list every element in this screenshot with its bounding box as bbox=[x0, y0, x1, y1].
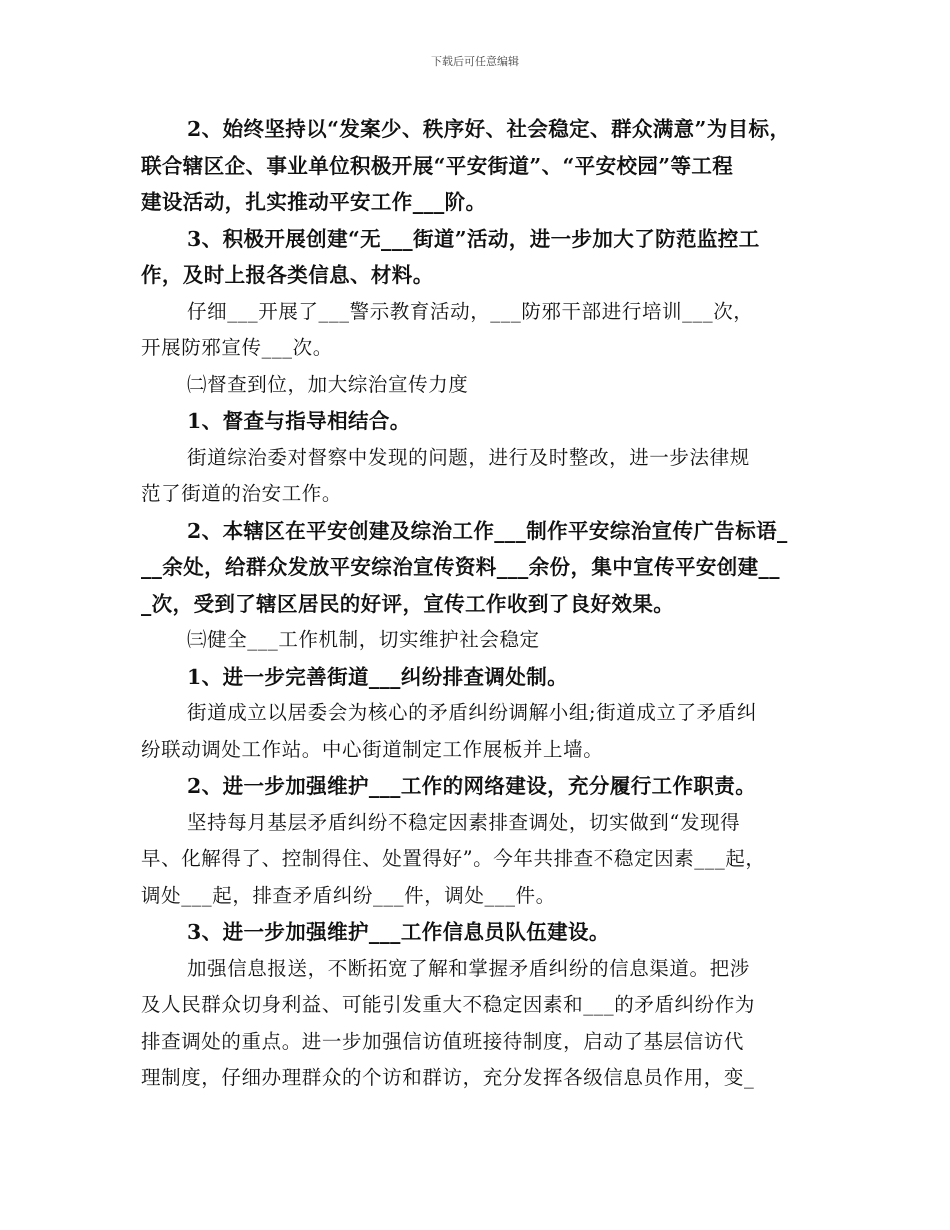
text-line: 3、积极开展创建“无___街道”活动，进一步加大了防范监控工 bbox=[187, 226, 760, 251]
text-line: ㈢健全___工作机制，切实维护社会稳定 bbox=[187, 628, 540, 651]
document-body bbox=[141, 111, 813, 1097]
bold-paragraph bbox=[141, 659, 813, 696]
text-line: __余处，给群众发放平安综治宣传资料___余份，集中宣传平安创建__ bbox=[141, 555, 780, 579]
text-line: 纷联动调处工作站。中心街道制定工作展板并上墙。 bbox=[141, 737, 604, 761]
text-line: 3、进一步加强维护___工作信息员队伍建设。 bbox=[187, 920, 610, 944]
text-line: 范了街道的治安工作。 bbox=[141, 482, 343, 505]
text-line: 1、进一步完善街道___纠纷排查调处制。 bbox=[187, 664, 569, 689]
bold-paragraph bbox=[141, 221, 813, 294]
paragraph bbox=[141, 622, 813, 659]
text-line: 坚持每月基层矛盾纠纷不稳定因素排查调处，切实做到“发现得 bbox=[187, 810, 741, 834]
paragraph bbox=[141, 951, 813, 1097]
text-line: 理制度，仔细办理群众的个访和群访，充分发挥各级信息员作用，变_ bbox=[141, 1066, 755, 1089]
text-line: 2、进一步加强维护___工作的网络建设，充分履行工作职责。 bbox=[187, 774, 757, 798]
paragraph bbox=[141, 695, 813, 768]
bold-paragraph bbox=[141, 403, 813, 440]
text-line: 仔细___开展了___警示教育活动，___防邪干部进行培训___次， bbox=[187, 299, 754, 323]
text-line: 1、督查与指导相结合。 bbox=[187, 409, 411, 433]
text-line: 建设活动，扎实推动平安工作___阶。 bbox=[141, 190, 487, 214]
bold-paragraph bbox=[141, 513, 813, 623]
text-line: 联合辖区企、事业单位积极开展“平安街道”、“平安校园”等工程 bbox=[141, 153, 734, 178]
paragraph bbox=[141, 440, 813, 513]
paragraph bbox=[141, 367, 813, 404]
text-line: 街道综治委对督察中发现的问题，进行及时整改，进一步法律规 bbox=[187, 445, 750, 469]
paragraph bbox=[141, 805, 813, 915]
text-line: 排查调处的重点。进一步加强信访值班接待制度，启动了基层信访代 bbox=[141, 1029, 745, 1053]
text-line: 加强信息报送，不断拓宽了解和掌握矛盾纠纷的信息渠道。把涉 bbox=[187, 956, 750, 980]
text-line: 作，及时上报各类信息、材料。 bbox=[141, 263, 434, 287]
text-line: 调处___起，排查矛盾纠纷___件，调处___件。 bbox=[141, 883, 556, 907]
text-line: 街道成立以居委会为核心的矛盾纠纷调解小组;街道成立了矛盾纠 bbox=[187, 701, 757, 724]
text-line: _次，受到了辖区居民的好评，宣传工作收到了良好效果。 bbox=[141, 591, 675, 616]
bold-paragraph bbox=[141, 111, 813, 221]
text-line: 及人民群众切身利益、可能引发重大不稳定因素和___的矛盾纠纷作为 bbox=[141, 993, 755, 1016]
paragraph bbox=[141, 294, 813, 367]
text-line: 2、本辖区在平安创建及综治工作___制作平安综治宣传广告标语_ bbox=[187, 518, 788, 543]
text-line: 开展防邪宣传___次。 bbox=[141, 336, 333, 359]
text-line: ㈡督查到位，加大综治宣传力度 bbox=[187, 372, 469, 396]
text-line: 早、化解得了、控制得住、处置得好”。今年共排查不稳定因素___起， bbox=[141, 847, 766, 870]
text-line: 2、始终坚持以“发案少、秩序好、社会稳定、群众满意”为目标， bbox=[187, 117, 791, 141]
bold-paragraph bbox=[141, 768, 813, 805]
bold-paragraph bbox=[141, 914, 813, 951]
page-header: 下载后可任意编辑 bbox=[431, 55, 519, 68]
